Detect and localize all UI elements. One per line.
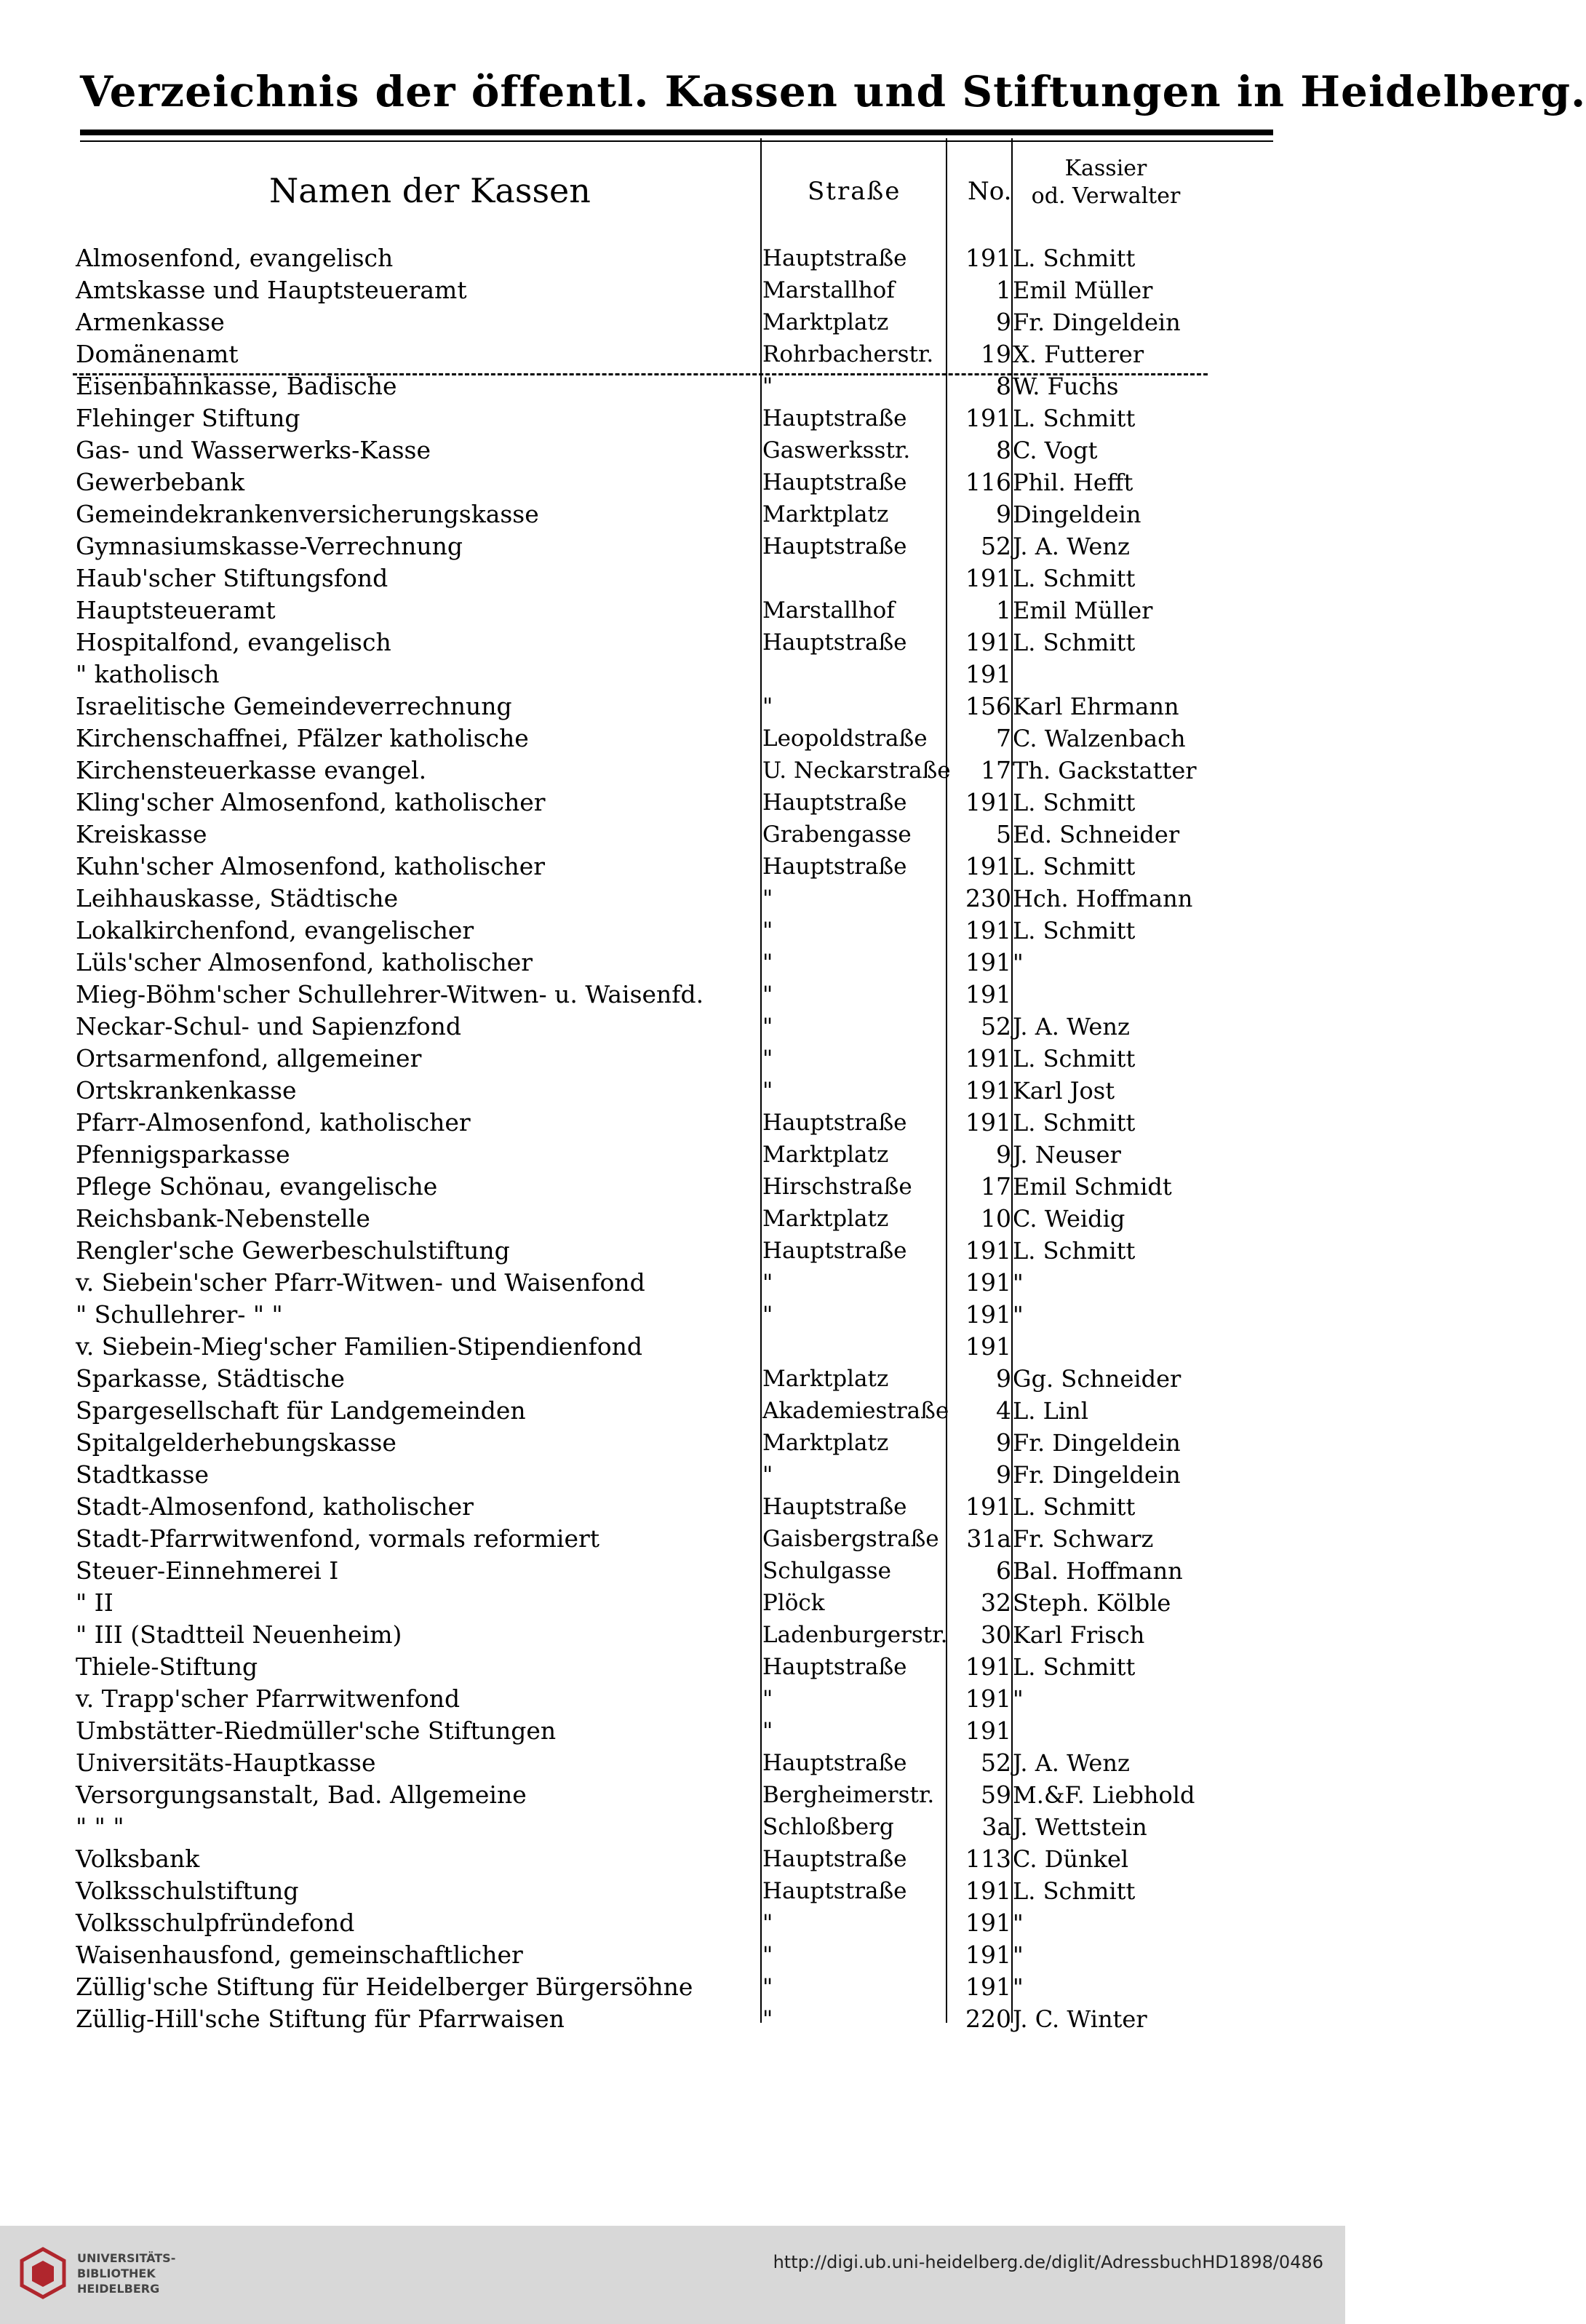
entry-number: 191 <box>965 660 1011 688</box>
entry-name: Stadt-Almosenfond, katholischer <box>76 1492 474 1521</box>
entry-kassier: Th. Gackstatter <box>1013 757 1197 784</box>
entry-number: 191 <box>965 244 1011 272</box>
entry-name: Reichsbank-Nebenstelle <box>76 1204 370 1233</box>
header-kassier <box>1019 155 1193 210</box>
title-rule-thick <box>80 130 1273 135</box>
entry-street: Hauptstraße <box>762 533 907 560</box>
entry-kassier: L. Schmitt <box>1013 565 1136 592</box>
entry-kassier: Karl Ehrmann <box>1013 693 1179 720</box>
entry-street: Hauptstraße <box>762 469 907 496</box>
entry-number: 191 <box>965 1332 1011 1361</box>
table-row <box>0 466 1345 498</box>
table-row <box>0 1427 1345 1459</box>
entry-kassier: " <box>1013 949 1024 976</box>
page-title: Verzeichnis der öffentl. Kassen und Stiftungen in Heidelberg. <box>80 67 1586 116</box>
entry-name: Volksbank <box>76 1845 200 1873</box>
table-row <box>0 1139 1345 1171</box>
table-row <box>0 1843 1345 1875</box>
entry-name: Pflege Schönau, evangelische <box>76 1172 438 1201</box>
entry-number: 191 <box>965 564 1011 592</box>
entry-kassier: Bal. Hoffmann <box>1013 1557 1183 1585</box>
entry-name: Pfarr-Almosenfond, katholischer <box>76 1108 471 1137</box>
header-kassier-line1: Kassier <box>1064 156 1147 181</box>
entry-kassier: Phil. Hefft <box>1013 469 1133 496</box>
table-row <box>0 1075 1345 1107</box>
entry-street: Schloßberg <box>762 1814 894 1840</box>
entry-number: 191 <box>965 1300 1011 1329</box>
entry-name: " " " <box>76 1812 124 1841</box>
table-row <box>0 1523 1345 1555</box>
table-row <box>0 1203 1345 1235</box>
table-row <box>0 1875 1345 1907</box>
source-url-link[interactable]: http://digi.ub.uni-heidelberg.de/diglit/AdressbuchHD1898/0486 <box>773 2252 1323 2272</box>
entry-kassier: Gg. Schneider <box>1013 1365 1181 1393</box>
entry-kassier: L. Schmitt <box>1013 853 1136 880</box>
table-row <box>0 370 1345 402</box>
table-row <box>0 1011 1345 1043</box>
entry-number: 191 <box>965 948 1011 976</box>
entry-number: 9 <box>996 1428 1011 1457</box>
table-row <box>0 851 1345 883</box>
table-row <box>0 1171 1345 1203</box>
entry-street: " <box>762 1910 773 1936</box>
entry-number: 32 <box>981 1588 1011 1617</box>
entry-name: Armenkasse <box>76 308 225 336</box>
title-rule-thin <box>80 140 1273 142</box>
entry-name: Eisenbahnkasse, Badische <box>76 372 397 400</box>
entry-street: " <box>762 1718 773 1744</box>
entry-kassier: Dingeldein <box>1013 501 1141 528</box>
entry-street: Grabengasse <box>762 821 912 848</box>
entry-number: 191 <box>965 1652 1011 1681</box>
entry-number: 17 <box>981 756 1011 784</box>
entry-kassier: " <box>1013 1909 1024 1937</box>
entry-kassier: C. Walzenbach <box>1013 725 1186 752</box>
entry-name: Spitalgelderhebungskasse <box>76 1428 396 1457</box>
entry-number: 191 <box>965 1044 1011 1073</box>
entry-name: Amtskasse und Hauptsteueramt <box>76 276 467 304</box>
entry-street: Gaisbergstraße <box>762 1526 939 1552</box>
entry-kassier: L. Schmitt <box>1013 1653 1136 1681</box>
entry-number: 191 <box>965 980 1011 1008</box>
entry-street: Hauptstraße <box>762 1494 907 1520</box>
entry-kassier: Fr. Dingeldein <box>1013 1429 1181 1457</box>
footer-bar <box>0 2226 1345 2324</box>
entry-name: Domänenamt <box>76 340 239 368</box>
entry-number: 31a <box>966 1524 1011 1553</box>
entry-kassier: Emil Schmidt <box>1013 1173 1172 1201</box>
header-name: Namen der Kassen <box>269 171 591 210</box>
entry-street: " <box>762 693 773 720</box>
entry-name: " II <box>76 1588 113 1617</box>
entry-number: 1 <box>996 276 1011 304</box>
entry-name: v. Siebein-Mieg'scher Familien-Stipendienfond <box>76 1332 643 1361</box>
entry-street: " <box>762 1974 773 2000</box>
entry-kassier: Karl Frisch <box>1013 1621 1145 1649</box>
table-row <box>0 1491 1345 1523</box>
entry-number: 191 <box>965 852 1011 880</box>
entry-number: 191 <box>965 1268 1011 1297</box>
entry-street: " <box>762 1686 773 1712</box>
entry-street: " <box>762 886 773 912</box>
table-row <box>0 1619 1345 1651</box>
table-row <box>0 691 1345 723</box>
table-row <box>0 306 1345 338</box>
entry-number: 52 <box>981 532 1011 560</box>
entry-number: 9 <box>996 1460 1011 1489</box>
table-row <box>0 1747 1345 1779</box>
entry-name: Haub'scher Stiftungsfond <box>76 564 388 592</box>
entry-name: Flehinger Stiftung <box>76 404 300 432</box>
entry-name: Lüls'scher Almosenfond, katholischer <box>76 948 533 976</box>
entry-street: Hauptstraße <box>762 1110 907 1136</box>
entry-street: " <box>762 950 773 976</box>
entry-kassier: L. Schmitt <box>1013 405 1136 432</box>
entry-name: Züllig-Hill'sche Stiftung für Pfarrwaisen <box>76 2005 565 2033</box>
entry-number: 191 <box>965 1877 1011 1905</box>
entry-name: Leihhauskasse, Städtische <box>76 884 399 912</box>
entry-kassier: Fr. Dingeldein <box>1013 1461 1181 1489</box>
entry-number: 191 <box>965 1492 1011 1521</box>
entry-name: Stadt-Pfarrwitwenfond, vormals reformiert <box>76 1524 600 1553</box>
table-row <box>0 947 1345 979</box>
entry-name: Spargesellschaft für Landgemeinden <box>76 1396 526 1425</box>
entry-name: Versorgungsanstalt, Bad. Allgemeine <box>76 1780 527 1809</box>
entry-street: " <box>762 2006 773 2032</box>
entry-street: Marstallhof <box>762 597 895 624</box>
entry-kassier: Emil Müller <box>1013 276 1153 304</box>
entry-name: v. Siebein'scher Pfarr-Witwen- und Waisenfond <box>76 1268 645 1297</box>
entry-number: 6 <box>996 1556 1011 1585</box>
entry-name: Steuer-Einnehmerei I <box>76 1556 339 1585</box>
entry-kassier: J. A. Wenz <box>1013 1749 1130 1777</box>
entry-kassier: Karl Jost <box>1013 1077 1115 1105</box>
table-row <box>0 819 1345 851</box>
entry-kassier: L. Schmitt <box>1013 917 1136 944</box>
entry-street: Schulgasse <box>762 1558 891 1584</box>
entry-kassier: L. Linl <box>1013 1397 1088 1425</box>
entry-name: Ortskrankenkasse <box>76 1076 297 1105</box>
entry-street: Hauptstraße <box>762 1846 907 1872</box>
entry-name: Lokalkirchenfond, evangelischer <box>76 916 474 944</box>
entry-number: 191 <box>965 1076 1011 1105</box>
entry-street: Bergheimerstr. <box>762 1782 935 1808</box>
entry-name: " katholisch <box>76 660 220 688</box>
entry-street: Marktplatz <box>762 1430 889 1456</box>
entry-name: Mieg-Böhm'scher Schullehrer-Witwen- u. Waisenfd. <box>76 980 704 1008</box>
entry-name: " Schullehrer- " " <box>76 1300 283 1329</box>
entry-name: Gemeindekrankenversicherungskasse <box>76 500 539 528</box>
entry-street: Hauptstraße <box>762 853 907 880</box>
entry-street: Leopoldstraße <box>762 725 928 752</box>
entry-name: Kling'scher Almosenfond, katholischer <box>76 788 546 816</box>
entry-street: Marstallhof <box>762 277 895 303</box>
entry-street: Marktplatz <box>762 309 889 335</box>
table-row <box>0 1651 1345 1683</box>
entry-name: Kreiskasse <box>76 820 207 848</box>
entry-number: 19 <box>981 340 1011 368</box>
library-name-line1: UNIVERSITÄTS- <box>77 2251 176 2265</box>
entry-street: Marktplatz <box>762 1142 889 1168</box>
entry-number: 4 <box>996 1396 1011 1425</box>
entry-number: 220 <box>965 2005 1011 2033</box>
table-row <box>0 1587 1345 1619</box>
kassen-list <box>0 242 1345 2035</box>
entry-street: " <box>762 1046 773 1072</box>
header-kassier-line2: od. Verwalter <box>1031 183 1181 209</box>
table-row <box>0 1971 1345 2003</box>
entry-kassier: W. Fuchs <box>1013 373 1119 400</box>
entry-street: Hauptstraße <box>762 1878 907 1904</box>
table-row <box>0 402 1345 434</box>
entry-kassier: L. Schmitt <box>1013 1109 1136 1137</box>
entry-name: Hospitalfond, evangelisch <box>76 628 391 656</box>
entry-street: Hauptstraße <box>762 245 907 271</box>
entry-name: Kirchensteuerkasse evangel. <box>76 756 427 784</box>
entry-street: " <box>762 1942 773 1968</box>
entry-name: Waisenhausfond, gemeinschaftlicher <box>76 1941 523 1969</box>
entry-number: 191 <box>965 1236 1011 1265</box>
entry-name: " III (Stadtteil Neuenheim) <box>76 1620 402 1649</box>
entry-number: 52 <box>981 1748 1011 1777</box>
entry-street: Hauptstraße <box>762 1238 907 1264</box>
entry-number: 8 <box>996 436 1011 464</box>
entry-kassier: X. Futterer <box>1013 341 1144 368</box>
table-row <box>0 1267 1345 1299</box>
table-row <box>0 1715 1345 1747</box>
entry-kassier: Steph. Kölble <box>1013 1589 1171 1617</box>
table-row <box>0 594 1345 626</box>
table-row <box>0 1395 1345 1427</box>
entry-street: Marktplatz <box>762 501 889 528</box>
entry-kassier: L. Schmitt <box>1013 1045 1136 1073</box>
table-row <box>0 787 1345 819</box>
entry-number: 9 <box>996 308 1011 336</box>
entry-number: 230 <box>965 884 1011 912</box>
entry-kassier: J. A. Wenz <box>1013 1013 1130 1040</box>
entry-name: Sparkasse, Städtische <box>76 1364 345 1393</box>
table-row <box>0 755 1345 787</box>
entry-street: U. Neckarstraße <box>762 757 951 784</box>
entry-street: Akademiestraße <box>762 1398 949 1424</box>
entry-street: " <box>762 918 773 944</box>
entry-number: 10 <box>981 1204 1011 1233</box>
entry-name: Israelitische Gemeindeverrechnung <box>76 692 512 720</box>
entry-kassier: Fr. Schwarz <box>1013 1525 1154 1553</box>
entry-kassier: L. Schmitt <box>1013 1493 1136 1521</box>
header-no: No. <box>968 177 1012 206</box>
entry-number: 191 <box>965 1973 1011 2001</box>
entry-number: 8 <box>996 372 1011 400</box>
entry-number: 191 <box>965 404 1011 432</box>
entry-street: " <box>762 982 773 1008</box>
entry-street: " <box>762 1462 773 1488</box>
entry-number: 191 <box>965 788 1011 816</box>
table-row <box>0 979 1345 1011</box>
table-row <box>0 1939 1345 1971</box>
table-row <box>0 1235 1345 1267</box>
table-row <box>0 723 1345 755</box>
entry-street: " <box>762 1302 773 1328</box>
entry-number: 17 <box>981 1172 1011 1201</box>
entry-name: Ortsarmenfond, allgemeiner <box>76 1044 422 1073</box>
entry-kassier: Fr. Dingeldein <box>1013 309 1181 336</box>
entry-name: Gymnasiumskasse-Verrechnung <box>76 532 463 560</box>
entry-kassier: C. Dünkel <box>1013 1845 1129 1873</box>
entry-kassier: L. Schmitt <box>1013 1237 1136 1265</box>
entry-kassier: " <box>1013 1301 1024 1329</box>
entry-name: Volksschulstiftung <box>76 1877 299 1905</box>
entry-number: 191 <box>965 1684 1011 1713</box>
entry-name: Stadtkasse <box>76 1460 209 1489</box>
table-row <box>0 1459 1345 1491</box>
entry-kassier: Emil Müller <box>1013 597 1153 624</box>
entry-kassier: " <box>1013 1941 1024 1969</box>
entry-kassier: " <box>1013 1269 1024 1297</box>
entry-street: " <box>762 1078 773 1104</box>
entry-number: 9 <box>996 500 1011 528</box>
entry-name: Pfennigsparkasse <box>76 1140 290 1169</box>
entry-kassier: L. Schmitt <box>1013 789 1136 816</box>
entry-name: Kirchenschaffnei, Pfälzer katholische <box>76 724 529 752</box>
entry-number: 9 <box>996 1140 1011 1169</box>
table-row <box>0 242 1345 274</box>
entry-street: " <box>762 1270 773 1296</box>
entry-kassier: C. Weidig <box>1013 1205 1125 1233</box>
table-row <box>0 1907 1345 1939</box>
table-row <box>0 1555 1345 1587</box>
entry-kassier: M.&F. Liebhold <box>1013 1781 1195 1809</box>
entry-number: 9 <box>996 1364 1011 1393</box>
library-name-line2: BIBLIOTHEK <box>77 2267 156 2280</box>
table-row <box>0 530 1345 562</box>
header-street: Straße <box>808 177 901 206</box>
entry-kassier: L. Schmitt <box>1013 244 1136 272</box>
library-name <box>77 2251 175 2296</box>
entry-number: 30 <box>981 1620 1011 1649</box>
table-row <box>0 1779 1345 1811</box>
entry-name: Neckar-Schul- und Sapienzfond <box>76 1012 461 1040</box>
entry-kassier: J. Wettstein <box>1013 1813 1147 1841</box>
table-row <box>0 274 1345 306</box>
university-library-logo-icon <box>17 2246 68 2300</box>
table-header <box>0 149 1345 236</box>
entry-name: Hauptsteueramt <box>76 596 276 624</box>
table-row <box>0 1363 1345 1395</box>
entry-name: Thiele-Stiftung <box>76 1652 258 1681</box>
entry-name: Almosenfond, evangelisch <box>76 244 394 272</box>
table-row <box>0 1683 1345 1715</box>
entry-kassier: " <box>1013 1685 1024 1713</box>
entry-kassier: L. Schmitt <box>1013 629 1136 656</box>
entry-street: Hauptstraße <box>762 1654 907 1680</box>
entry-name: Züllig'sche Stiftung für Heidelberger Bürgersöhne <box>76 1973 693 2001</box>
entry-street: " <box>762 1014 773 1040</box>
entry-name: Universitäts-Hauptkasse <box>76 1748 376 1777</box>
entry-number: 5 <box>996 820 1011 848</box>
entry-name: v. Trapp'scher Pfarrwitwenfond <box>76 1684 461 1713</box>
table-row <box>0 498 1345 530</box>
entry-street: Marktplatz <box>762 1206 889 1232</box>
table-row <box>0 1331 1345 1363</box>
entry-number: 191 <box>965 1909 1011 1937</box>
entry-number: 52 <box>981 1012 1011 1040</box>
entry-number: 1 <box>996 596 1011 624</box>
entry-number: 156 <box>965 692 1011 720</box>
table-row <box>0 658 1345 691</box>
entry-street: Hauptstraße <box>762 629 907 656</box>
entry-kassier: Hch. Hoffmann <box>1013 885 1193 912</box>
entry-number: 113 <box>965 1845 1011 1873</box>
entry-kassier: Ed. Schneider <box>1013 821 1180 848</box>
entry-kassier: " <box>1013 1973 1024 2001</box>
entry-name: Umbstätter-Riedmüller'sche Stiftungen <box>76 1716 557 1745</box>
entry-street: Hauptstraße <box>762 1750 907 1776</box>
entry-street: Hauptstraße <box>762 789 907 816</box>
entry-street: Marktplatz <box>762 1366 889 1392</box>
entry-kassier: J. A. Wenz <box>1013 533 1130 560</box>
entry-street: Ladenburgerstr. <box>762 1622 948 1648</box>
entry-number: 3a <box>981 1812 1011 1841</box>
entry-kassier: L. Schmitt <box>1013 1877 1136 1905</box>
entry-name: Gewerbebank <box>76 468 245 496</box>
entry-kassier: C. Vogt <box>1013 437 1098 464</box>
entry-street: " <box>762 373 773 399</box>
table-row <box>0 2003 1345 2035</box>
table-row <box>0 1811 1345 1843</box>
entry-name: Volksschulpfründefond <box>76 1909 355 1937</box>
entry-street: Gaswerksstr. <box>762 437 911 463</box>
entry-name: Kuhn'scher Almosenfond, katholischer <box>76 852 546 880</box>
entry-number: 191 <box>965 916 1011 944</box>
entry-kassier: J. Neuser <box>1013 1141 1121 1169</box>
table-row <box>0 883 1345 915</box>
table-row <box>0 626 1345 658</box>
entry-street: Plöck <box>762 1590 825 1616</box>
entry-number: 191 <box>965 1716 1011 1745</box>
entry-street: Hirschstraße <box>762 1174 912 1200</box>
table-row <box>0 434 1345 466</box>
entry-number: 191 <box>965 1108 1011 1137</box>
table-row <box>0 1107 1345 1139</box>
entry-number: 191 <box>965 628 1011 656</box>
table-row <box>0 562 1345 594</box>
table-row <box>0 1043 1345 1075</box>
entry-number: 191 <box>965 1941 1011 1969</box>
library-name-line3: HEIDELBERG <box>77 2282 160 2296</box>
entry-number: 116 <box>965 468 1011 496</box>
entry-number: 59 <box>981 1780 1011 1809</box>
table-row <box>0 915 1345 947</box>
entry-street: Rohrbacherstr. <box>762 341 934 367</box>
entry-street: Hauptstraße <box>762 405 907 431</box>
entry-kassier: J. C. Winter <box>1013 2005 1147 2033</box>
table-row <box>0 1299 1345 1331</box>
entry-name: Rengler'sche Gewerbeschulstiftung <box>76 1236 510 1265</box>
entry-name: Gas- und Wasserwerks-Kasse <box>76 436 431 464</box>
entry-number: 7 <box>996 724 1011 752</box>
table-row <box>0 338 1345 370</box>
